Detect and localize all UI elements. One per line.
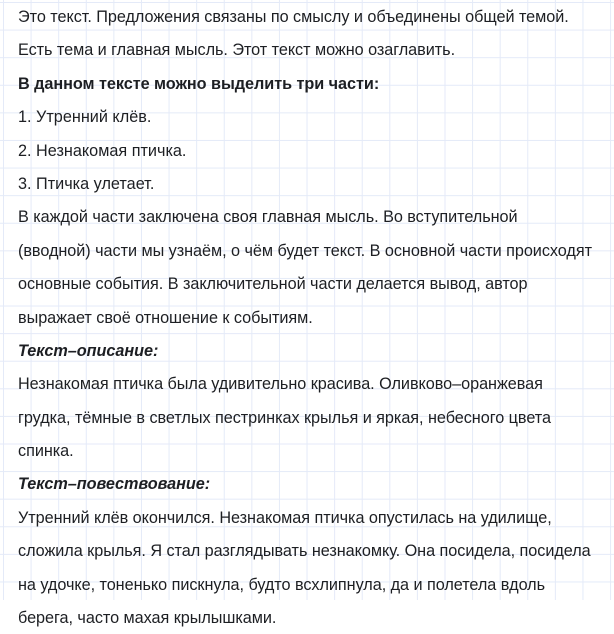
description-line-2: грудка, тёмные в светлых пестринках крылья и яркая, небесного цвета	[18, 407, 551, 427]
description-line-1: Незнакомая птичка была удивительно красива. Оливково–оранжевая	[18, 374, 543, 394]
description-line-3: спинка.	[18, 441, 74, 461]
intro-line-2: Есть тема и главная мысль. Этот текст можно озаглавить.	[18, 40, 456, 60]
narration-line-4: берега, часто махая крылышками.	[18, 608, 277, 628]
parts-list-item-3: 3. Птичка улетает.	[18, 173, 155, 193]
narration-heading: Текст–повествование:	[18, 474, 211, 494]
parts-list-item-2: 2. Незнакомая птичка.	[18, 140, 187, 160]
intro-line-1: Это текст. Предложения связаны по смыслу и объединены общей темой.	[18, 7, 569, 26]
narration-line-1: Утренний клёв окончился. Незнакомая птичка опустилась на удилище,	[18, 507, 552, 527]
narration-line-2: сложила крылья. Я стал разглядывать незнакомку. Она посидела, посидела	[18, 541, 591, 561]
explanation-line-2: (вводной) части мы узнаём, о чём будет текст. В основной части происходят	[18, 240, 592, 260]
narration-line-3: на удочке, тоненько пискнула, будто всхлипнула, да и полетела вдоль	[18, 574, 546, 594]
explanation-line-1: В каждой части заключена своя главная мысль. Во вступительной	[18, 207, 518, 227]
answer-text-body	[18, 0, 598, 634]
parts-heading: В данном тексте можно выделить три части:	[18, 73, 380, 93]
explanation-line-4: выражает своё отношение к событиям.	[18, 307, 313, 327]
explanation-line-3: основные события. В заключительной части делается вывод, автор	[18, 274, 528, 294]
description-heading: Текст–описание:	[18, 340, 159, 360]
parts-list-item-1: 1. Утренний клёв.	[18, 107, 152, 127]
